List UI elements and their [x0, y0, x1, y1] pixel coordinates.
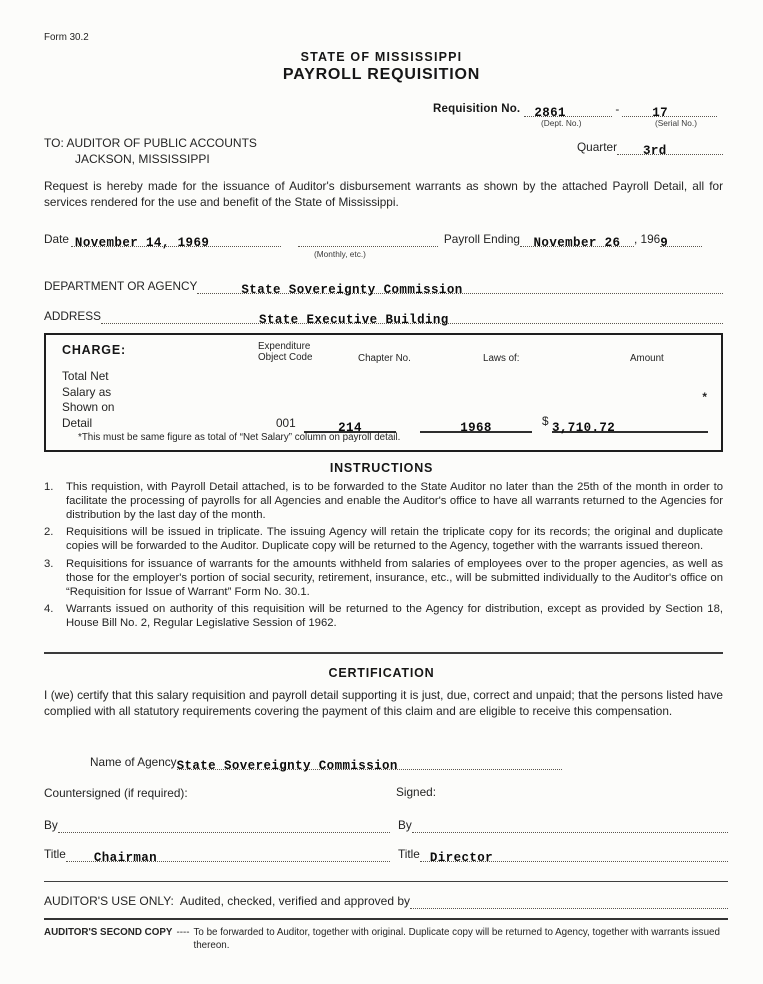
title-label: Title: [398, 847, 420, 861]
instruction-number: 1.: [44, 481, 54, 493]
chapter-no-field: [304, 415, 396, 433]
laws-of-value: 1968: [460, 421, 492, 435]
charge-col-laws: Laws of:: [483, 353, 520, 364]
addressee-line2: JACKSON, MISSISSIPPI: [75, 152, 210, 166]
quarter-row: [577, 140, 723, 158]
department-label: DEPARTMENT OR AGENCY: [44, 279, 198, 293]
charge-col-expenditure: [258, 342, 312, 363]
countersigned-by-row: [44, 818, 390, 833]
signed-title-row: [398, 847, 728, 865]
countersigned-title-field: [66, 847, 390, 865]
serial-no-field: [622, 102, 717, 120]
instruction-number: 2.: [44, 526, 54, 539]
auditor-use-row: [44, 894, 728, 909]
second-copy-note: [44, 926, 728, 952]
address-value: State Executive Building: [259, 313, 449, 327]
quarter-label: Quarter: [577, 140, 617, 154]
requisition-number-row: [433, 102, 725, 128]
serial-no-value: 17: [652, 106, 669, 120]
agency-name-label: Name of Agency: [90, 755, 177, 769]
charge-row-label-2: Salary as: [62, 384, 112, 399]
by-label: By: [398, 818, 412, 832]
monthly-caption: (Monthly, etc.): [314, 249, 366, 259]
charge-col-chapter: Chapter No.: [358, 353, 411, 364]
certification-paragraph: I (we) certify that this salary requisition and payroll detail supporting it is just, due, correct and unpaid; that the persons listed have complied with all statutory requirements covering the payment of this claim and are eligible to receive this compensation.: [44, 688, 723, 718]
payroll-ending-label: Payroll Ending: [443, 232, 520, 246]
signed-label: Signed:: [396, 785, 437, 799]
agency-name-field: [176, 755, 562, 773]
address-label: ADDRESS: [44, 309, 102, 323]
addressee-block: [44, 136, 257, 167]
charge-box: [44, 333, 723, 452]
date-row: [44, 232, 723, 259]
dept-no-field: [524, 102, 612, 120]
address-field: [101, 309, 723, 327]
second-copy-label: AUDITOR'S SECOND COPY: [44, 927, 173, 938]
instruction-number: 4.: [44, 603, 54, 616]
instruction-item-3: [44, 558, 723, 599]
date-value: November 14, 1969: [74, 236, 210, 250]
payroll-ending-field: [520, 232, 634, 250]
certification-heading: CERTIFICATION: [328, 666, 435, 680]
countersigned-by-field: [58, 818, 390, 833]
charge-row-label-1: Total Net: [62, 369, 109, 383]
requisition-label: Requisition No.: [433, 103, 521, 115]
second-copy-text: To be forwarded to Auditor, together with original. Duplicate copy will be returned to Agency, together with warrants issued thereon.: [193, 927, 720, 951]
date-label: Date: [44, 232, 69, 246]
agency-name-value: State Sovereignty Commission: [176, 759, 398, 773]
auditor-use-label: AUDITOR'S USE ONLY: Audited, checked, verified and approved by: [44, 894, 411, 908]
requisition-separator: -: [615, 102, 620, 116]
signed-title-value: Director: [429, 851, 494, 865]
page-title: PAYROLL REQUISITION: [282, 66, 481, 83]
divider-above-auditor-use: [44, 881, 728, 882]
payroll-ending-value: November 26: [533, 236, 621, 250]
instructions-heading: INSTRUCTIONS: [329, 461, 434, 475]
form-number: Form 30.2: [44, 32, 89, 43]
countersigned-label: Countersigned (if required):: [44, 786, 188, 800]
divider-below-auditor-use: [44, 918, 728, 920]
charge-col-expenditure-line2: Object Code: [258, 351, 313, 363]
countersigned-title-row: [44, 847, 390, 865]
charge-row-label-4: Detail: [62, 415, 93, 430]
instructions-list: [44, 481, 723, 635]
monthly-field: [298, 232, 438, 247]
date-field: [71, 232, 281, 250]
instruction-text: Requisitions will be issued in triplicate. The issuing Agency will retain the triplicate copy for its records; the original and duplicate copies will be forwarded to the Auditor. Duplicate copy will be returned to the Agency, together with the warrants issued thereon.: [66, 526, 723, 553]
instruction-text: Requisitions for issuance of warrants for the amounts withheld from salaries of employees over to the proper agencies, as well as those for the employer's portion of social security, retirement, insurance, etc., will be submitted individually to the Auditor's office on “Requisition for Issue of Warrant” Form No. 30.1.: [66, 557, 723, 598]
charge-row-label-3: Shown on: [62, 400, 115, 415]
title-label: Title: [44, 847, 66, 861]
signed-by-row: [398, 818, 728, 833]
request-paragraph: Request is hereby made for the issuance of Auditor's disbursement warrants as shown by the attached Payroll Detail, all for services rendered for the use and benefit of the State of Mississippi.: [44, 179, 723, 209]
dept-no-caption: (Dept. No.): [541, 118, 582, 128]
auditor-approved-by-field: [410, 894, 728, 909]
chapter-no-value: 214: [338, 421, 362, 435]
charge-col-amount: Amount: [630, 353, 664, 364]
charge-footnote: *This must be same figure as total of “Net Salary” column on payroll detail.: [78, 432, 401, 443]
amount-dollar-sign: $: [542, 414, 549, 428]
serial-no-caption: (Serial No.): [655, 118, 697, 128]
agency-name-row: [90, 755, 562, 773]
department-value: State Sovereignty Commission: [241, 283, 463, 297]
department-row: [44, 279, 723, 297]
charge-label: CHARGE:: [62, 343, 126, 357]
instruction-item-4: [44, 603, 723, 631]
countersigned-title-value: Chairman: [93, 851, 158, 865]
amount-asterisk: *: [702, 390, 707, 404]
quarter-field: [617, 140, 723, 158]
address-row: [44, 309, 723, 327]
state-title: STATE OF MISSISSIPPI: [300, 50, 463, 64]
department-field: [197, 279, 723, 297]
charge-row-label: [62, 369, 114, 431]
payroll-ending-year-field: [660, 232, 702, 250]
signed-title-field: [420, 847, 728, 865]
instruction-item-2: [44, 526, 723, 554]
instruction-text: This requistion, with Payroll Detail attached, is to be forwarded to the State Auditor no later than the 25th of the month in order to facilitate the processing of payrolls for all Agencies and enable the Auditor's office to have all warrants returned to the Agencies for distribution by the last day of the month.: [66, 481, 723, 521]
addressee-line1: TO: AUDITOR OF PUBLIC ACCOUNTS: [44, 136, 257, 150]
quarter-value: 3rd: [643, 144, 667, 158]
expenditure-code-value: 001: [276, 416, 296, 430]
dept-no-value: 2861: [534, 106, 566, 120]
signed-by-field: [412, 818, 728, 833]
instruction-text: Warrants issued on authority of this requisition will be returned to the Agency for distribution, except as provided by Section 18, House Bill No. 2, Regular Legislative Session of 1962.: [66, 603, 723, 630]
charge-col-expenditure-line1: Expenditure: [258, 341, 311, 352]
payroll-ending-year-digit: 9: [660, 236, 669, 250]
divider-above-certification: [44, 652, 723, 654]
payroll-ending-year-prefix: , 196: [634, 232, 661, 246]
amount-field: [552, 415, 708, 433]
laws-of-field: [420, 415, 532, 433]
by-label: By: [44, 818, 58, 832]
instruction-number: 3.: [44, 557, 54, 570]
amount-value: 3,710.72: [552, 421, 616, 435]
instruction-item-1: [44, 481, 723, 522]
second-copy-dash: ----: [176, 927, 190, 938]
